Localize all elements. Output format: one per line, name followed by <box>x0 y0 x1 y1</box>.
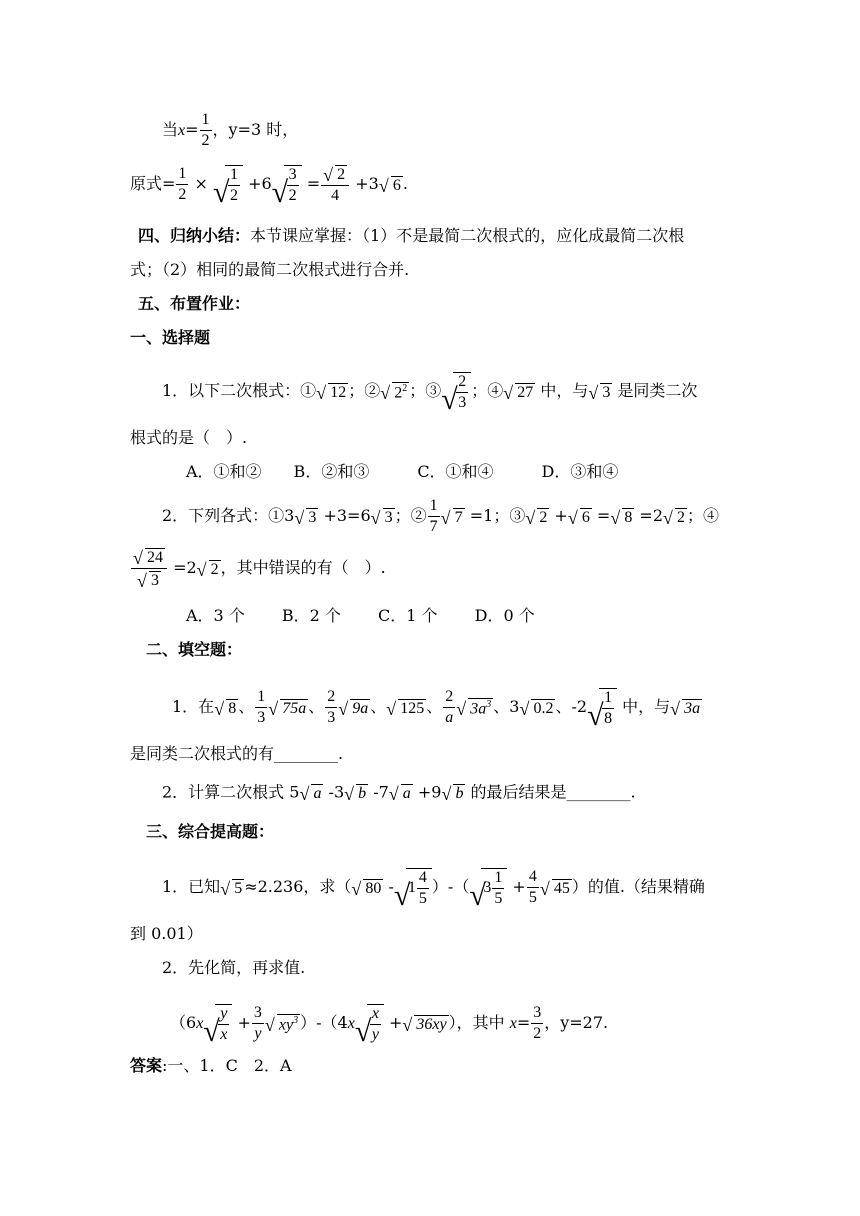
fill-2 <box>162 784 636 802</box>
text: 2．先化简，再求值. <box>162 958 306 977</box>
sqrt <box>664 508 687 526</box>
sqrt <box>390 784 413 802</box>
options: A．3 个 B．2 个 C．1 个 D．0 个 <box>186 606 535 625</box>
sqrt <box>671 699 702 717</box>
text: -7 <box>368 782 389 802</box>
text: + <box>549 506 568 525</box>
part-comprehensive <box>146 824 274 840</box>
answer-heading: 答案 <box>130 1056 163 1075</box>
denominator <box>131 569 167 589</box>
radicand: 5 <box>234 879 243 897</box>
denominator: 3 <box>458 394 467 411</box>
text: +9 <box>412 782 442 802</box>
text: 中，与 <box>535 381 589 400</box>
sqrt <box>345 784 368 802</box>
text: ；④ <box>687 506 720 525</box>
radicand: 7 <box>454 508 463 526</box>
sqrt <box>569 508 592 526</box>
comprehensive-1 <box>162 868 705 907</box>
part-heading: 二、填空题： <box>146 640 243 659</box>
sqrt <box>198 560 221 578</box>
text: =1；③ <box>464 506 526 525</box>
fraction <box>252 1005 264 1042</box>
text: 1．已知 <box>162 877 221 896</box>
sqrt <box>372 508 395 526</box>
numerator: 1 <box>255 689 267 708</box>
text: ，y=27. <box>544 1013 609 1032</box>
sqrt <box>134 548 165 566</box>
numerator: 2 <box>325 689 337 708</box>
sqrt <box>317 383 348 401</box>
text: ；④ <box>471 381 504 400</box>
numerator: 1 <box>492 870 504 889</box>
sqrt <box>324 165 347 183</box>
radicand: a <box>402 785 411 802</box>
sqrt <box>339 699 370 717</box>
numerator: 2 <box>443 689 455 708</box>
text: ，其中错误的有（ ）. <box>220 558 386 577</box>
text: 1．以下二次根式：① <box>162 381 317 400</box>
fraction <box>131 548 167 589</box>
sqrt <box>381 382 409 401</box>
radicand: 3 <box>384 508 393 526</box>
numerator: √ 1 <box>228 167 240 186</box>
text: +3 <box>350 174 379 193</box>
fraction <box>527 869 539 906</box>
numerator: √ x <box>370 1006 381 1025</box>
var-x: x <box>509 1015 517 1032</box>
text: ；② <box>394 506 427 525</box>
sqrt <box>442 784 465 802</box>
radicand: 80 <box>365 879 382 897</box>
var-x: x <box>196 1015 204 1032</box>
question-1 <box>162 372 697 411</box>
text: 的最后结果是________. <box>465 782 636 802</box>
text: 、 <box>370 697 387 716</box>
radicand: 2 <box>677 508 686 526</box>
denominator: a <box>445 709 454 726</box>
numerator: 3 <box>531 1005 543 1024</box>
text: = <box>185 120 199 139</box>
exponent: 2 <box>402 382 408 394</box>
fraction <box>602 690 614 727</box>
numerator: √ y <box>218 1006 229 1025</box>
sqrt <box>403 1015 448 1033</box>
radicand: 2 <box>337 166 346 183</box>
sqrt <box>520 699 555 717</box>
radicand: 75a <box>282 699 307 717</box>
numerator: √ 1 <box>602 690 614 709</box>
text: 、 <box>555 697 572 716</box>
sqrt <box>504 383 535 401</box>
denominator: 4 <box>331 187 340 204</box>
fraction <box>492 870 504 907</box>
radicand: 0.2 <box>533 699 554 717</box>
denominator: 2 <box>230 187 238 204</box>
sqrt <box>204 1004 232 1043</box>
text: +6 <box>243 174 272 193</box>
sqrt <box>526 508 549 526</box>
radicand: 24 <box>147 549 163 566</box>
text: = <box>301 174 321 193</box>
denominator: 5 <box>418 890 427 907</box>
section-heading: 四、归纳小结： <box>138 226 251 245</box>
text: -3 <box>323 782 345 802</box>
line-original-expression <box>130 165 408 204</box>
text: × <box>189 174 213 193</box>
numerator <box>131 548 167 569</box>
comprehensive-2 <box>162 960 305 976</box>
sqrt <box>387 699 426 717</box>
text: ；② <box>348 381 381 400</box>
fraction <box>370 1006 381 1043</box>
section-summary-cont <box>130 262 409 278</box>
denominator: 3 <box>257 709 266 726</box>
text: + <box>232 1013 251 1032</box>
text: ；③ <box>409 381 442 400</box>
fill-1 <box>172 688 702 727</box>
sqrt <box>138 571 161 589</box>
text: 当 <box>162 120 179 139</box>
sqrt <box>266 1014 300 1033</box>
sqrt <box>273 165 302 204</box>
radicand: 12 <box>330 383 347 401</box>
denominator: 5 <box>494 890 503 907</box>
radicand: 2 <box>210 560 219 578</box>
radicand: 8 <box>624 508 633 526</box>
fraction <box>287 167 299 204</box>
fraction <box>176 166 188 203</box>
fraction <box>443 689 455 726</box>
comprehensive-2-expression <box>170 1004 608 1043</box>
text: ），其中 <box>448 1013 510 1032</box>
fraction <box>456 374 468 411</box>
text: 到 0.01） <box>130 924 203 943</box>
text: :一、1．C 2．A <box>162 1056 292 1075</box>
sqrt <box>541 879 572 897</box>
radicand: b <box>455 785 464 802</box>
fraction <box>200 112 212 149</box>
sqrt <box>611 508 634 526</box>
fraction <box>218 1006 229 1043</box>
radicand: xy <box>278 1016 294 1034</box>
sqrt <box>442 372 471 411</box>
radicand: 36xy <box>416 1015 447 1033</box>
text: +3=6 <box>318 506 371 525</box>
numerator: 4 <box>527 869 539 888</box>
sqrt <box>457 698 493 717</box>
numerator: 1 <box>176 166 188 185</box>
options: A．①和② B．②和③ C．①和④ D．③和④ <box>186 462 619 481</box>
text: （6 <box>170 1013 197 1032</box>
radicand: 3a <box>470 700 487 718</box>
sqrt <box>442 508 465 526</box>
integer-part: 3 <box>483 879 492 897</box>
denominator: 2 <box>288 187 297 204</box>
text: ）的值.（结果精确 <box>571 877 705 896</box>
numerator: 4 <box>417 870 429 889</box>
text: . <box>402 174 408 193</box>
question-2 <box>162 498 719 535</box>
text: 是同类二次根式的有________. <box>130 744 344 763</box>
sqrt <box>295 508 318 526</box>
text: ，y=3 时， <box>212 120 299 139</box>
numerator: 3 <box>252 1005 264 1024</box>
text: -2 <box>571 697 588 716</box>
sqrt <box>221 879 244 897</box>
section-homework <box>138 296 250 312</box>
comprehensive-1-cont <box>130 926 203 942</box>
denominator: 2 <box>201 132 210 149</box>
denominator: 7 <box>429 518 438 535</box>
text: ）-（ <box>431 877 470 896</box>
radicand: 3 <box>602 383 611 401</box>
text: 1．在 <box>172 697 215 716</box>
radicand: 2 <box>539 508 548 526</box>
sqrt <box>356 1004 384 1043</box>
fraction <box>228 167 240 204</box>
text: 本节课应掌握：（1）不是最简二次根式的，应化成最简二次根 <box>250 226 685 245</box>
denominator: 3 <box>327 709 336 726</box>
fraction <box>321 165 349 204</box>
text: ≈2.236，求（ <box>244 877 352 896</box>
text: 3 <box>509 697 520 716</box>
fraction <box>255 689 267 726</box>
radicand: 3a <box>684 699 701 717</box>
text: + <box>507 877 526 896</box>
text: = <box>516 1013 531 1032</box>
fraction <box>428 498 440 535</box>
text: 是同类二次 <box>612 381 698 400</box>
part-heading: 三、综合提高题： <box>146 822 275 841</box>
exponent: 3 <box>486 698 492 710</box>
part-choice <box>130 330 210 346</box>
exponent: 3 <box>293 1014 299 1026</box>
numerator: 1 <box>200 112 212 131</box>
sqrt <box>269 699 308 717</box>
question-2-options <box>186 608 535 624</box>
sqrt <box>214 165 243 204</box>
numerator: 1 <box>428 498 440 517</box>
section-heading: 五、布置作业： <box>138 294 251 313</box>
sqrt <box>215 699 238 717</box>
text: ）-（4 <box>300 1013 348 1032</box>
radicand: 125 <box>400 699 425 717</box>
part-fill <box>146 642 242 658</box>
sqrt <box>380 176 403 194</box>
text: 中，与 <box>617 697 671 716</box>
denominator: 5 <box>528 889 537 906</box>
radicand: 8 <box>228 699 237 717</box>
sqrt <box>589 383 612 401</box>
text: 、 <box>238 697 255 716</box>
radicand: 9a <box>352 699 369 717</box>
numerator: √ 2 <box>456 374 468 393</box>
denominator: 8 <box>604 710 613 727</box>
denominator: x <box>220 1026 228 1043</box>
text: = <box>591 506 611 525</box>
question-2-cont <box>130 548 386 589</box>
numerator: √ 3 <box>287 167 299 186</box>
line-when-x <box>162 112 298 149</box>
radicand: 3 <box>151 572 159 589</box>
text: 原式= <box>130 174 176 193</box>
radicand: 45 <box>553 879 570 897</box>
text: =2 <box>168 558 197 577</box>
text: - <box>383 877 394 896</box>
part-heading: 一、选择题 <box>130 328 211 347</box>
section-summary <box>138 228 684 244</box>
answer-line <box>130 1058 292 1074</box>
question-1-options <box>186 464 618 480</box>
var-x: x <box>347 1015 355 1032</box>
text: 2．下列各式：①3 <box>162 506 295 525</box>
radicand: 6 <box>392 176 401 194</box>
radicand: 6 <box>581 508 590 526</box>
text: 、 <box>426 697 443 716</box>
sqrt <box>300 784 323 802</box>
radicand: 2 <box>394 384 403 402</box>
fill-1-cont <box>130 746 343 762</box>
numerator <box>321 165 349 186</box>
radicand: a <box>313 785 322 802</box>
radicand: b <box>358 785 367 802</box>
sqrt <box>395 868 432 907</box>
sqrt <box>352 879 383 897</box>
text: =2 <box>634 506 664 525</box>
denominator: 2 <box>533 1025 542 1042</box>
sqrt <box>588 688 617 727</box>
sqrt <box>470 868 507 907</box>
text: 、 <box>308 697 325 716</box>
denominator: y <box>371 1026 379 1043</box>
question-1-cont <box>130 430 247 446</box>
integer-part: 1 <box>407 879 416 897</box>
fraction <box>531 1005 543 1042</box>
radicand: 3 <box>308 508 317 526</box>
text: 式；（2）相同的最简二次根式进行合并. <box>130 260 410 279</box>
text: 、 <box>493 697 510 716</box>
fraction <box>325 689 337 726</box>
denominator: y <box>254 1025 262 1042</box>
text: 根式的是（ ）. <box>130 428 248 447</box>
text: + <box>383 1013 403 1032</box>
fraction <box>417 870 429 907</box>
radicand: 27 <box>517 383 534 401</box>
denominator: 2 <box>178 186 187 203</box>
var-x: x <box>178 122 186 139</box>
text: 2．计算二次根式 5 <box>162 782 300 802</box>
